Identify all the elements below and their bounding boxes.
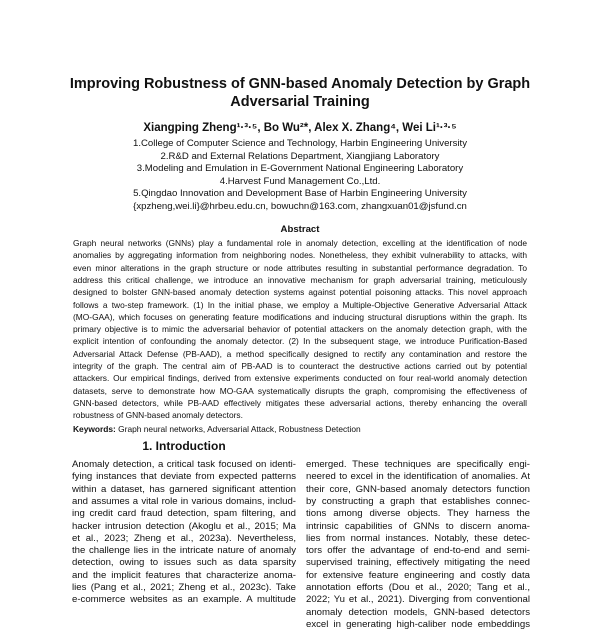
abstract-heading: Abstract xyxy=(280,224,320,235)
authors: Xiangping Zheng¹·³·⁵, Bo Wu²*, Alex X. Zhang⁴, Wei Li¹·³·⁵ xyxy=(143,122,457,134)
affiliations-line: 5.Qingdao Innovation and Development Base of Harbin Engineering University xyxy=(133,188,467,200)
abstract-lines-line: (MO-GAA), which focuses on generating feature modifications and inducing structural disruptions within the graph. Its xyxy=(73,311,527,322)
right-col-line: neered to excel in the identification of anomalies. At xyxy=(306,471,530,483)
abstract-lines-line: attackers. Our empirical findings, derived from extensive experiments conducted on four real-world anomaly detection xyxy=(73,373,527,384)
abstract-lines-line: explicit intention of confounding the anomaly detector. (2) In the subsequent stage, we introduce Purification-Based xyxy=(73,336,527,347)
right-col-line: emerged. These techniques are specifically engi- xyxy=(306,459,530,470)
abstract-lines-line: anomalies by aggregating information from neighboring nodes. Nonetheless, they exhibit vulnerability to attacks, with xyxy=(73,250,527,261)
affiliations-line: 4.Harvest Fund Management Co.,Ltd. xyxy=(219,175,381,187)
left-col-line: and assumes a vital role in various domains, includ- xyxy=(72,495,296,507)
left-col-line: detection, owing to issues such as data sparsity xyxy=(72,557,296,569)
affiliations-line: 1.College of Computer Science and Technology, Harbin Engineering University xyxy=(132,138,467,149)
right-col-line: anomaly detection models, GNN-based detectors xyxy=(306,606,530,618)
keywords-text: Graph neural networks, Adversarial Attack, Robustness Detection xyxy=(118,424,361,434)
affiliations-line: {xpzheng,wei.li}@hrbeu.edu.cn, bowuchn@163.com, zhangxuan01@jsfund.cn xyxy=(133,201,467,212)
left-col-line: fying instances that deviate from expected patterns xyxy=(72,471,296,483)
keywords xyxy=(73,424,361,435)
keywords-label: Keywords: xyxy=(73,424,116,434)
abstract-lines-line: designed to bolster GNN-based anomaly detection systems against potential poisoning attacks. This novel approach xyxy=(73,287,527,298)
abstract-lines-line: GNN-based detectors, while PB-AAD effectively mitigates these adversarial actions, thereby enhancing the overall xyxy=(73,397,527,408)
abstract-lines-line: robustness of GNN-based anomaly detectors. xyxy=(73,410,243,421)
abstract-lines-line: even minor alterations in the graph structure or node attributes resulting in substantial performance degradation. To xyxy=(73,262,527,273)
paper-title-line-2: Adversarial Training xyxy=(230,94,370,110)
affiliations-line: 2.R&D and External Relations Department, Xiangjiang Laboratory xyxy=(160,150,440,162)
abstract-lines-line: primary objective is to mimic the adversarial behavior of potential attackers on the anomaly detection graph, with the xyxy=(73,324,527,335)
affiliations-line: 3.Modeling and Emulation in E-Government National Engineering Laboratory xyxy=(136,163,464,175)
right-col-line: by constructing a graph that establishes connec- xyxy=(306,495,530,507)
right-col-line: excel in generating high-caliber node embeddings xyxy=(306,618,530,630)
right-col-line: tors offer the advantage of end-to-end and semi- xyxy=(306,545,530,557)
abstract-lines-line: follows a two-step framework. (1) In the initial phase, we employ a Multiple-Objective Generative Adversarial Attack xyxy=(73,299,527,310)
abstract-lines-line: Graph neural networks (GNNs) play a fundamental role in anomaly detection, excelling at the identification of node xyxy=(73,238,527,248)
right-col-line: supervised training, effectively mitigating the need xyxy=(306,557,530,569)
left-col-line: e-commerce websites as an example. A multitude xyxy=(72,594,296,606)
right-col-line: for extensive feature engineering and costly data xyxy=(306,569,530,581)
abstract-lines-line: integrity of the graph. The central aim of PB-AAD is to counteract the destructive actions carried out by potential xyxy=(73,361,527,371)
right-col-line: intrinsic capabilities of GNNs to discern anoma- xyxy=(306,520,530,532)
left-col-line: et al., 2023; Zheng et al., 2023a). Nevertheless, xyxy=(72,532,296,544)
abstract-lines-line: address this critical challenge, we introduce an innovative mechanism for graph adversarial training, meticulously xyxy=(73,274,527,285)
right-col-line: lies from normal instances. Notably, these detec- xyxy=(306,532,530,544)
left-col-line: within a dataset, has garnered significant attention xyxy=(72,483,296,495)
left-col-line: lies (Pang et al., 2021; Zheng et al., 2023c). Take xyxy=(72,582,296,593)
abstract-lines-line: datasets, serve to demonstrate how MO-GAA systematically disrupts the graph, compromising the effectiveness of xyxy=(73,385,527,396)
paper-title-line-1: Improving Robustness of GNN-based Anomaly Detection by Graph xyxy=(69,76,531,92)
left-col-line: hacker intrusion detection (Akoglu et al., 2015; Ma xyxy=(72,520,296,532)
left-col-line: Anomaly detection, a critical task focused on identi- xyxy=(72,459,296,470)
left-col-line: and the implicit features that characterize anoma- xyxy=(72,569,296,581)
right-col-line: tions among diverse objects. They harness the xyxy=(306,508,530,520)
right-col-line: their core, GNN-based anomaly detectors function xyxy=(306,483,530,495)
left-col-line: the challenge lies in the intricate nature of anomaly xyxy=(72,545,296,557)
left-col-line: ing credit card fraud detection, spam filtering, and xyxy=(72,508,296,520)
right-col-line: annotation efforts (Dou et al., 2020; Tang et al., xyxy=(306,582,530,593)
section-heading-introduction: 1. Introduction xyxy=(142,439,226,453)
right-col-line: 2022; Yu et al., 2021). Diverging from conventional xyxy=(306,594,530,606)
abstract-lines-line: Adversarial Attack Defense (PB-AAD), a method specifically designed to rectify any contamination and restore the xyxy=(73,348,527,359)
